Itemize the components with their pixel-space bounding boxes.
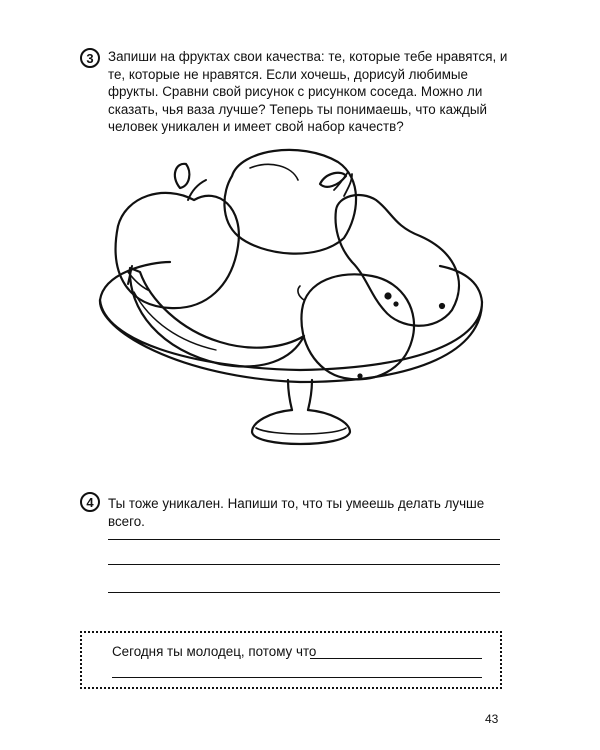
praise-box — [80, 631, 502, 689]
page-number: 43 — [485, 712, 499, 726]
praise-answer-line-2[interactable] — [112, 677, 482, 678]
answer-line[interactable] — [108, 592, 500, 593]
peach — [224, 150, 356, 254]
task-4-instructions: Ты тоже уникален. Напиши то, что ты умеешь делать лучше всего. — [108, 496, 485, 529]
bowl-stem — [288, 380, 312, 410]
task-number-badge: 3 — [80, 48, 100, 68]
task-4 — [80, 492, 520, 530]
task-3-instructions: Запиши на фруктах свои качества: те, которые тебе нравятся, и те, которые не нравятся. Если хочешь, дорисуй любимые фрукты. Сравни свой рисунок с рисунком соседа. Можно ли сказать, чья ваза лучше? Теперь ты понимаешь, что каждый человек уникален и имеет свой набор качеств? — [108, 49, 508, 135]
apple — [116, 193, 239, 308]
answer-line[interactable] — [108, 564, 500, 565]
apple-leaf — [175, 164, 190, 188]
orange — [301, 274, 414, 379]
praise-answer-line[interactable] — [310, 658, 482, 659]
task-number-badge: 4 — [80, 492, 100, 512]
bowl-base — [252, 410, 350, 444]
bowl-plate-rim — [100, 262, 482, 302]
praise-prompt: Сегодня ты молодец, потому что — [112, 644, 317, 659]
answer-line[interactable] — [108, 539, 500, 540]
